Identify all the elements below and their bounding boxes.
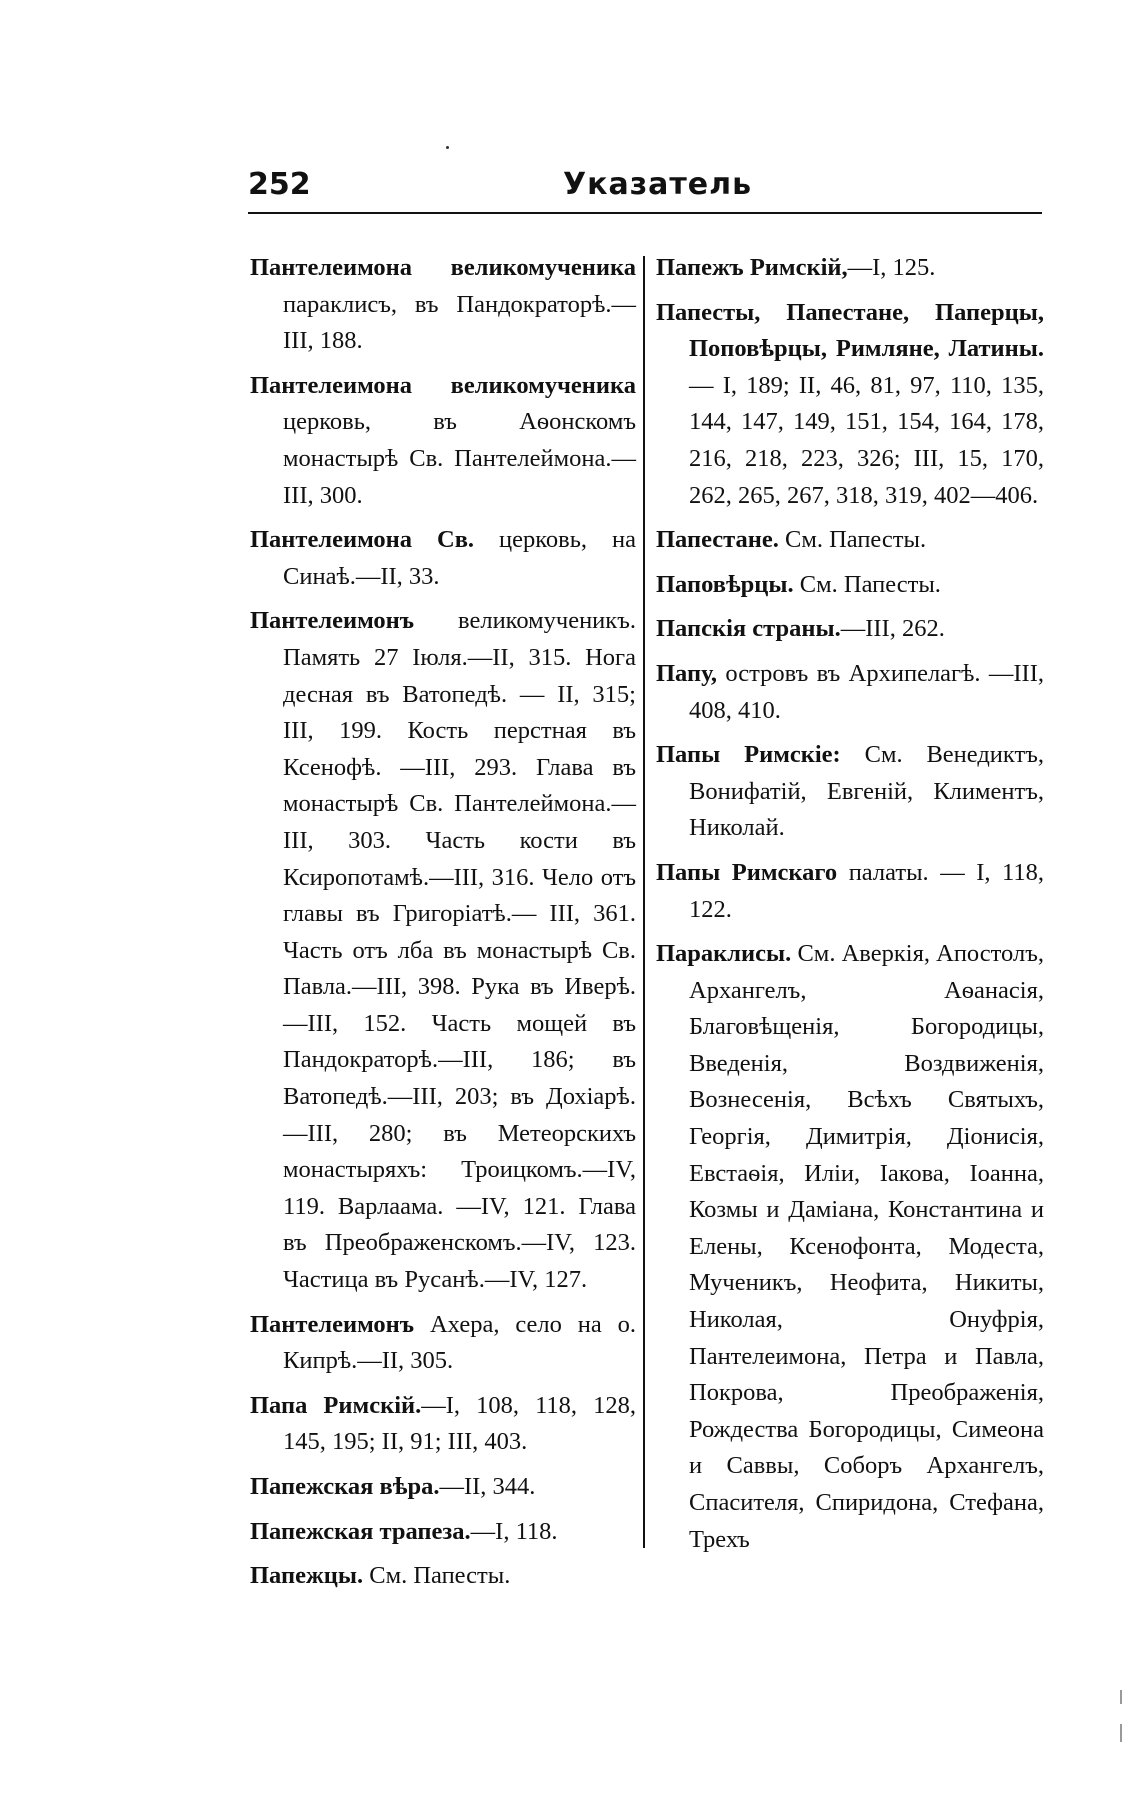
index-entry: [250, 368, 636, 514]
index-entry-references: церковь, въ Аѳонскомъ монастырѣ Св. Пантелеймона.—III, 300.: [283, 408, 636, 509]
column-divider: [643, 256, 645, 1548]
index-entry-references: —II, 344.: [439, 1473, 536, 1500]
edge-mark: [1120, 1690, 1122, 1704]
index-entry-headword: Папежцы.: [250, 1562, 364, 1590]
index-entry: [250, 1307, 636, 1380]
index-entry-references: церковь, на Синаѣ.—II, 33.: [283, 526, 636, 590]
index-entry: [250, 1558, 636, 1595]
index-entry-headword: Папскія страны.: [656, 615, 841, 643]
page-header: [248, 165, 1042, 209]
index-entry-references: —I, 125.: [847, 254, 936, 281]
index-entry-references: —I, 118.: [470, 1517, 558, 1545]
index-entry-headword: Папежская вѣра.: [250, 1473, 440, 1500]
index-entry: [250, 1388, 636, 1461]
index-entry-headword: Пантелеимонъ: [250, 1310, 415, 1338]
index-entry: [656, 737, 1044, 847]
index-entry-headword: Параклисы.: [656, 940, 792, 968]
index-entry-headword: Папы Римскіе:: [656, 741, 841, 769]
index-entry-references: См. Аверкія, Апостолъ, Архангелъ, Аѳанасія, Благовѣщенія, Богородицы, Введенія, Воздвиженія, Вознесенія, Всѣхъ Святыхъ, Георгія, Димитрія, Діонисія, Евстаѳія, Иліи, Іакова, Іоанна, Козмы и Даміана, Константина и Елены, Ксенофонта, Модеста, Мученикъ, Неофита, Никиты, Николая, Онуфрія, Пантелеимона, Петра и Павла, Покрова, Преображенія, Рождества Богородицы, Симеона и Саввы, Соборъ Архангелъ, Спасителя, Спиридона, Стефана, Трехъ: [689, 940, 1044, 1553]
index-entry-headword: Пантелеимонъ: [250, 607, 415, 635]
index-entry-references: — I, 189; II, 46, 81, 97, 110, 135, 144, 147, 149, 151, 154, 164, 178, 216, 218, 223, 326; III, 15, 170, 262, 265, 267, 318, 319, 402—406.: [689, 371, 1044, 509]
index-entry-headword: Пантелеимона великомученика: [250, 254, 636, 281]
index-entry: [250, 1469, 636, 1506]
index-entry: [656, 250, 1044, 287]
index-entry: [656, 567, 1044, 604]
index-entry: [656, 656, 1044, 729]
index-column-left: [250, 250, 636, 1603]
index-entry-headword: Папы Римскаго: [656, 858, 838, 886]
index-entry-headword: Папежская трапеза.: [250, 1517, 471, 1545]
index-entry: [656, 611, 1044, 648]
edge-mark: [1120, 1724, 1122, 1742]
index-entry-headword: Пантелеимона Св.: [250, 526, 475, 554]
index-entry-headword: Папежъ Римскій,: [656, 254, 848, 281]
index-entry: [656, 295, 1044, 515]
index-entry-references: великомученикъ. Память 27 Іюля.—II, 315. Нога десная въ Ватопедѣ. — II, 315; III, 199. Кость перстная въ Ксенофѣ. —III, 293. Глава въ монастырѣ Св. Пантелеймона.— III, 303. Часть кости въ Ксиропотамѣ.—III, 316. Чело отъ главы въ Григоріатѣ.— III, 361. Часть отъ лба въ монастырѣ Св. Павла.—III, 398. Рука въ Иверѣ.—III, 152. Часть мощей въ Пандократорѣ.—III, 186; въ Ватопедѣ.—III, 203; въ Дохіарѣ.—III, 280; въ Метеорскихъ монастыряхъ: Троицкомъ.—IV, 119. Варлаама. —IV, 121. Глава въ Преображенскомъ.—IV, 123. Частица въ Русанѣ.—IV, 127.: [283, 607, 636, 1294]
index-column-right: [656, 250, 1044, 1566]
index-entry-references: См. Папесты.: [793, 570, 941, 598]
index-entry-headword: Папестане.: [656, 526, 779, 554]
index-entry-references: См. Папесты.: [363, 1562, 511, 1590]
index-entry-references: —I, 108, 118, 128, 145, 195; II, 91; III, 403.: [283, 1391, 636, 1456]
index-entry-headword: Пантелеимона великомученика: [250, 371, 636, 399]
index-entry: [250, 1514, 636, 1551]
index-entry: [250, 603, 636, 1298]
index-entry: [656, 522, 1044, 559]
running-title: Указатель: [563, 167, 753, 202]
index-entry-headword: Папа Римскій.: [250, 1391, 422, 1419]
index-entry: [656, 936, 1044, 1558]
index-entry: [250, 250, 636, 360]
index-entry-headword: Папу,: [656, 659, 718, 687]
index-entry-headword: Паповѣрцы.: [656, 570, 794, 598]
stray-dot-mark: [446, 146, 449, 149]
index-entry-references: См. Венедиктъ, Вонифатій, Евгеній, Климентъ, Николай.: [689, 741, 1044, 842]
index-entry-references: параклисъ, въ Пандократорѣ.—III, 188.: [283, 290, 636, 355]
header-rule: [248, 212, 1042, 214]
index-entry-references: Ахера, село на о. Кипрѣ.—II, 305.: [283, 1310, 636, 1375]
page-number: 252: [248, 167, 311, 202]
index-entry-references: островъ въ Архипелагѣ. —III, 408, 410.: [689, 659, 1044, 724]
index-entry: [250, 522, 636, 595]
index-entry: [656, 855, 1044, 928]
index-entry-headword: Папесты, Папестане, Паперцы, Поповѣрцы, Римляне, Латины.: [656, 298, 1044, 363]
index-entry-references: См. Папесты.: [778, 526, 927, 554]
index-entry-references: палаты. — I, 118, 122.: [689, 858, 1044, 923]
index-entry-references: —III, 262.: [840, 615, 945, 643]
